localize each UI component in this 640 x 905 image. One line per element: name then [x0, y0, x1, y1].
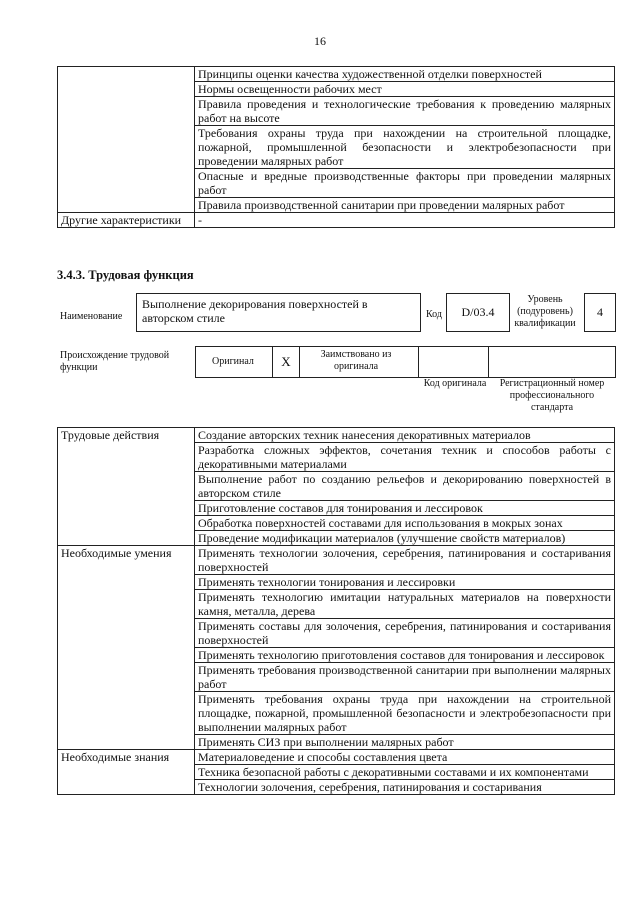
- table-row: Правила проведения и технологические требования к проведению малярных работ на высоте: [195, 97, 615, 126]
- knowledge-continuation-table: [57, 66, 615, 228]
- origin-label: Происхождение трудовой функции: [60, 350, 170, 373]
- table-row: Опасные и вредные производственные факторы при проведении малярных работ: [195, 169, 615, 198]
- table-row: Применять требования производственной санитарии при выполнении малярных работ: [195, 663, 615, 692]
- code-value: D/03.4: [446, 293, 510, 332]
- level-label: Уровень (подуровень) квалификации: [514, 294, 576, 329]
- table-row: Материаловедение и способы составления цвета: [195, 750, 615, 765]
- table-row: Применять технологии золочения, серебрения, патинирования и состаривания поверхностей: [195, 546, 615, 575]
- function-details-table: [57, 427, 615, 795]
- table-row: Техника безопасной работы с декоративными составами и их компонентами: [195, 765, 615, 780]
- origin-box: [195, 346, 616, 378]
- table-row: Требования охраны труда при нахождении на строительной площадке, пожарной, промышленной безопасности и электробезопасности при проведении малярных работ: [195, 126, 615, 169]
- code-label: Код: [426, 309, 442, 320]
- table-row: Создание авторских техник нанесения декоративных материалов: [195, 428, 615, 443]
- skills-label: Необходимые умения: [58, 546, 195, 750]
- page-number: 16: [314, 34, 326, 48]
- name-value: Выполнение декорирования поверхностей в авторском стиле: [142, 297, 368, 325]
- borrowed-label: Заимствовано из оригинала: [320, 349, 392, 372]
- table-row: Приготовление составов для тонирования и лессировок: [195, 501, 615, 516]
- table-row: Принципы оценки качества художественной отделки поверхностей: [195, 67, 615, 82]
- level-value: 4: [584, 293, 616, 332]
- original-label: Оригинал: [212, 356, 254, 367]
- table-row: Применять технологии тонирования и лессировки: [195, 575, 615, 590]
- other-characteristics-label: Другие характеристики: [58, 213, 195, 228]
- divider: [488, 347, 489, 377]
- table-row: Технологии золочения, серебрения, патинирования и состаривания: [195, 780, 615, 795]
- section-heading: 3.4.3. Трудовая функция: [57, 268, 194, 282]
- labor-actions-label: Трудовые действия: [58, 428, 195, 546]
- divider: [418, 347, 419, 377]
- table-row: Применять технологию имитации натуральных материалов на поверхности камня, металла, дерева: [195, 590, 615, 619]
- knowledge-label: Необходимые знания: [58, 750, 195, 795]
- table-row: Нормы освещенности рабочих мест: [195, 82, 615, 97]
- table-row: Проведение модификации материалов (улучшение свойств материалов): [195, 531, 615, 546]
- table-row: Правила производственной санитарии при проведении малярных работ: [195, 198, 615, 213]
- other-characteristics-value: -: [195, 213, 615, 228]
- table-row: Применять требования охраны труда при нахождении на строительной площадке, пожарной, промышленной безопасности и электробезопасности при выполнении малярных работ: [195, 692, 615, 735]
- table-row: Применять СИЗ при выполнении малярных работ: [195, 735, 615, 750]
- table-row: Применять технологию приготовления составов для тонирования и лессировок: [195, 648, 615, 663]
- name-box: [136, 293, 421, 332]
- reg-number-caption: Регистрационный номер профессионального стандарта: [499, 378, 605, 413]
- table-row: Применять составы для золочения, серебрения, патинирования и состаривания поверхностей: [195, 619, 615, 648]
- empty-label-cell: [58, 67, 195, 213]
- table-row: Выполнение работ по созданию рельефов и декорированию поверхностей в авторском стиле: [195, 472, 615, 501]
- original-mark: X: [272, 347, 300, 377]
- table-row: Разработка сложных эффектов, сочетания техник и способов работы с декоративными материалами: [195, 443, 615, 472]
- code-caption: Код оригинала: [423, 378, 487, 389]
- name-label: Наименование: [60, 311, 123, 322]
- table-row: Обработка поверхностей составами для использования в мокрых зонах: [195, 516, 615, 531]
